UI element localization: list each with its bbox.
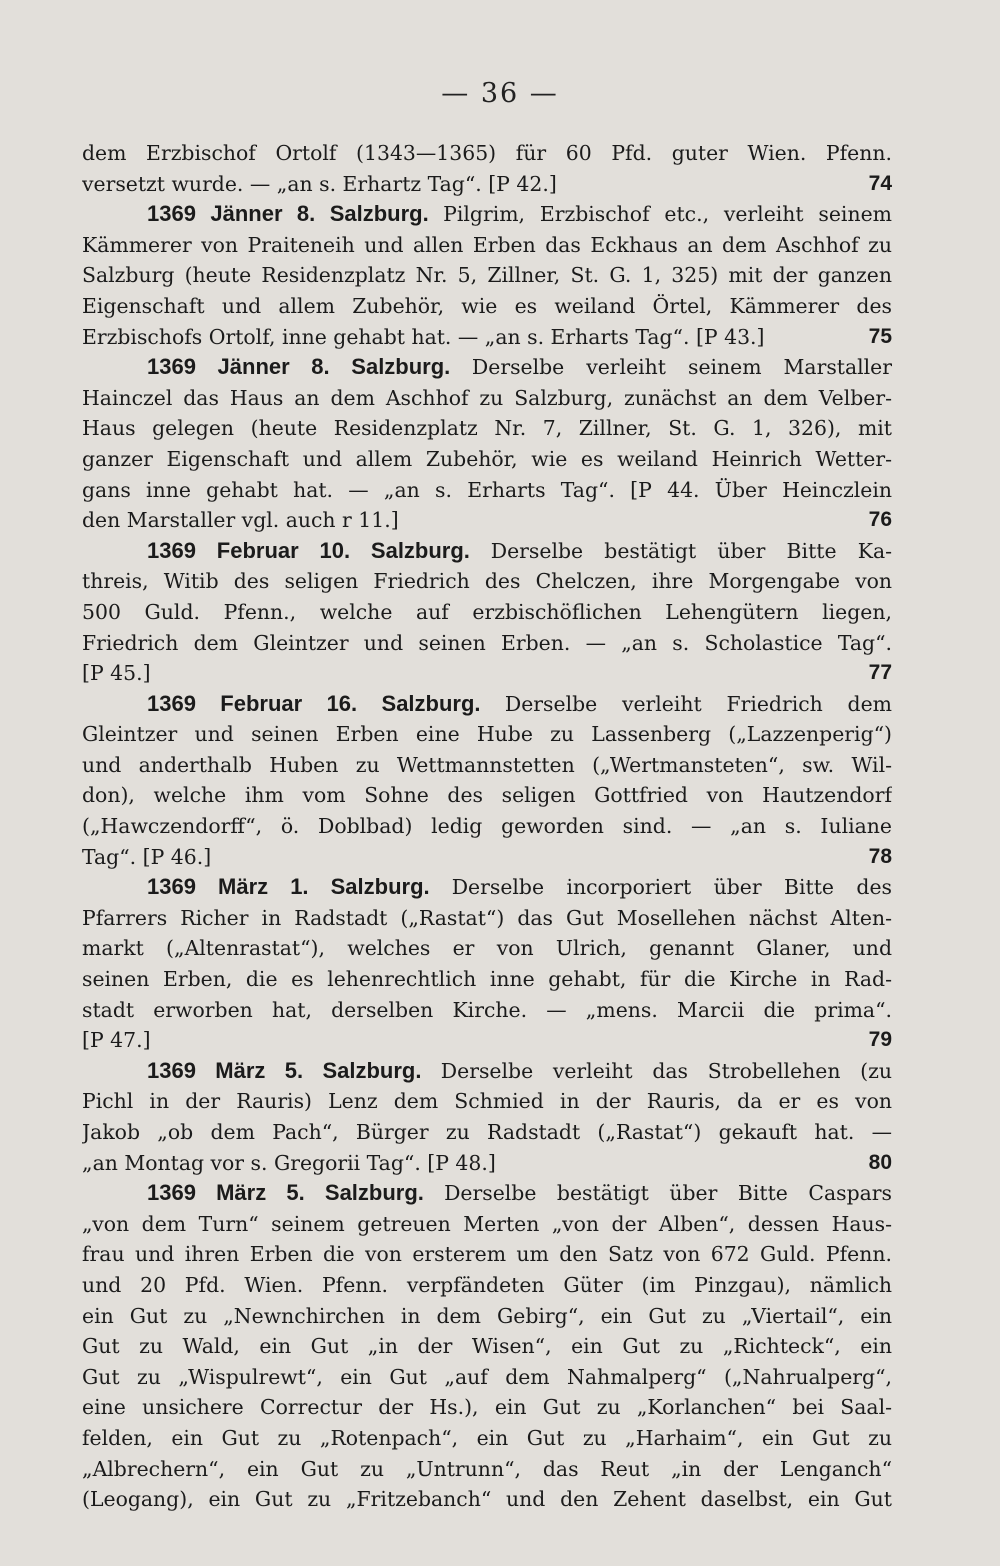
text-line: dem Erzbischof Ortolf (1343—1365) für 60 Pfd. guter Wien. Pfenn.	[82, 141, 892, 165]
text-line: eine unsichere Correctur der Hs.), ein Gut zu „Korlanchen“ bei Saal-	[82, 1395, 892, 1420]
text-line: gans inne gehabt hat. — „an s. Erharts Tag“. [P 44. Über Heinczlein	[82, 477, 892, 502]
text-line: („Hawczendorff“, ö. Doblbad) ledig geworden sind. — „an s. Iuliane	[82, 814, 892, 839]
text-line: markt („Altenrastat“), welches er von Ulrich, genannt Glaner, und	[82, 936, 892, 961]
text-line: Jakob „ob dem Pach“, Bürger zu Radstadt („Rastat“) gekauft hat. —	[82, 1120, 892, 1144]
text-line: Kämmerer von Praiteneih und allen Erben das Eckhaus an dem Aschhof zu	[82, 232, 892, 257]
text-line-last	[82, 169, 892, 200]
text-line: (Leogang), ein Gut zu „Fritzebanch“ und den Zehent daselbst, ein Gut	[82, 1487, 892, 1512]
text-line: Haus gelegen (heute Residenzplatz Nr. 7, Zillner, St. G. 1, 326), mit	[82, 416, 892, 441]
entry-date: 1369 Februar 16.	[147, 690, 382, 716]
entry-place: Salzburg.	[330, 874, 452, 900]
entry-date: 1369 März 5.	[147, 1180, 325, 1206]
text-line-last	[82, 505, 892, 536]
text-line-last	[82, 322, 892, 353]
entry-first-text: Pilgrim, Erzbischof etc., verleiht seinem	[443, 202, 892, 227]
text-line: Gut zu „Wispulrewt“, ein Gut „auf dem Nahmalperg“ („Nahrualperg“,	[82, 1364, 892, 1389]
text-line-content: Tag“. [P 46.]	[82, 844, 212, 869]
text-line: Eigenschaft und allem Zubehör, wie es weiland Örtel, Kämmerer des	[82, 293, 892, 318]
text-line-content: [P 45.]	[82, 661, 151, 686]
page-number: — 36 —	[441, 78, 559, 109]
entry-first-text: Derselbe verleiht Friedrich dem	[504, 691, 892, 716]
entry-place: Salzburg.	[381, 690, 505, 716]
text-line-last	[82, 842, 892, 873]
entry-heading-line	[82, 1056, 892, 1087]
text-column	[82, 138, 892, 1515]
text-line-content: [P 47.]	[82, 1028, 151, 1053]
text-line-content: „an Montag vor s. Gregorii Tag“. [P 48.]	[82, 1150, 496, 1175]
text-line-content: den Marstaller vgl. auch r 11.]	[82, 508, 399, 533]
text-line: und 20 Pfd. Wien. Pfenn. verpfändeten Güter (im Pinzgau), nämlich	[82, 1272, 892, 1297]
entry-first-text: Derselbe bestätigt über Bitte Caspars	[444, 1181, 892, 1206]
text-line: Gut zu Wald, ein Gut „in der Wisen“, ein Gut zu „Richteck“, ein	[82, 1334, 892, 1359]
text-line: Pichl in der Rauris) Lenz dem Schmied in der Rauris, da er es von	[82, 1089, 892, 1114]
entry-first-text: Derselbe verleiht seinem Marstaller	[471, 355, 892, 380]
text-line-last	[82, 658, 892, 689]
text-line: Pfarrers Richer in Radstadt („Rastat“) das Gut Mosellehen nächst Alten-	[82, 905, 892, 930]
entry-heading-line	[82, 536, 892, 567]
entry-heading-line	[82, 1178, 892, 1209]
text-line: felden, ein Gut zu „Rotenpach“, ein Gut zu „Harhaim“, ein Gut zu	[82, 1425, 892, 1450]
text-line-content: Erzbischofs Ortolf, inne gehabt hat. — „an s. Erharts Tag“. [P 43.]	[82, 324, 765, 349]
text-line: threis, Witib des seligen Friedrich des Chelczen, ihre Morgengabe von	[82, 569, 892, 594]
entry-heading-line	[82, 352, 892, 383]
entry-place: Salzburg.	[351, 354, 472, 380]
text-line: Salzburg (heute Residenzplatz Nr. 5, Zillner, St. G. 1, 325) mit der ganzen	[82, 263, 892, 288]
entry-place: Salzburg.	[324, 1180, 445, 1206]
text-line: Friedrich dem Gleintzer und seinen Erben. — „an s. Scholastice Tag“.	[82, 630, 892, 655]
entry-first-text: Derselbe verleiht das Strobellehen (zu	[440, 1058, 892, 1083]
text-line: seinen Erben, die es lehenrechtlich inne gehabt, für die Kirche in Rad-	[82, 967, 892, 992]
entry-heading-line	[82, 199, 892, 230]
entry-place: Salzburg.	[329, 201, 444, 227]
entry-place: Salzburg.	[322, 1057, 441, 1083]
entry-heading-line	[82, 689, 892, 720]
text-line: 500 Guld. Pfenn., welche auf erzbischöflichen Lehengütern liegen,	[82, 599, 892, 624]
entry-number: 77	[868, 661, 892, 685]
text-line: frau und ihren Erben die von ersterem um den Satz von 672 Guld. Pfenn.	[82, 1242, 892, 1267]
entry-date: 1369 Jänner 8.	[147, 201, 330, 227]
entry-date: 1369 Jänner 8.	[147, 354, 352, 380]
entry-number: 78	[868, 844, 892, 868]
text-line: „Albrechern“, ein Gut zu „Untrunn“, das Reut „in der Lenganch“	[82, 1456, 892, 1481]
entry-first-text: Derselbe incorporiert über Bitte des	[451, 875, 892, 900]
entry-number: 74	[868, 171, 892, 195]
entry-number: 75	[868, 324, 892, 348]
entry-first-text: Derselbe bestätigt über Bitte Ka-	[490, 538, 892, 563]
text-line-content: versetzt wurde. — „an s. Erhartz Tag“. [P 42.]	[82, 171, 557, 196]
entry-heading-line	[82, 872, 892, 903]
entry-number: 76	[868, 508, 892, 532]
text-line: Gleintzer und seinen Erben eine Hube zu Lassenberg („Lazzenperig“)	[82, 722, 892, 747]
text-line-last	[82, 1148, 892, 1179]
text-line: ganzer Eigenschaft und allem Zubehör, wie es weiland Heinrich Wetter-	[82, 446, 892, 471]
entry-place: Salzburg.	[370, 537, 491, 563]
text-line: Hainczel das Haus an dem Aschhof zu Salzburg, zunächst an dem Velber-	[82, 385, 892, 410]
text-line-last	[82, 1025, 892, 1056]
text-line: ein Gut zu „Newnchirchen in dem Gebirg“, ein Gut zu „Viertail“, ein	[82, 1303, 892, 1328]
text-line: „von dem Turn“ seinem getreuen Merten „von der Alben“, dessen Haus-	[82, 1211, 892, 1236]
entry-date: 1369 Februar 10.	[147, 537, 371, 563]
entry-date: 1369 März 5.	[147, 1057, 323, 1083]
text-line: stadt erworben hat, derselben Kirche. — „mens. Marcii die prima“.	[82, 997, 892, 1022]
entry-number: 79	[868, 1028, 892, 1052]
entry-number: 80	[868, 1150, 892, 1174]
entry-date: 1369 März 1.	[147, 874, 331, 900]
text-line: don), welche ihm vom Sohne des seligen Gottfried von Hautzendorf	[82, 783, 892, 808]
text-line: und anderthalb Huben zu Wettmannstetten („Wertmansteten“, sw. Wil-	[82, 752, 892, 777]
